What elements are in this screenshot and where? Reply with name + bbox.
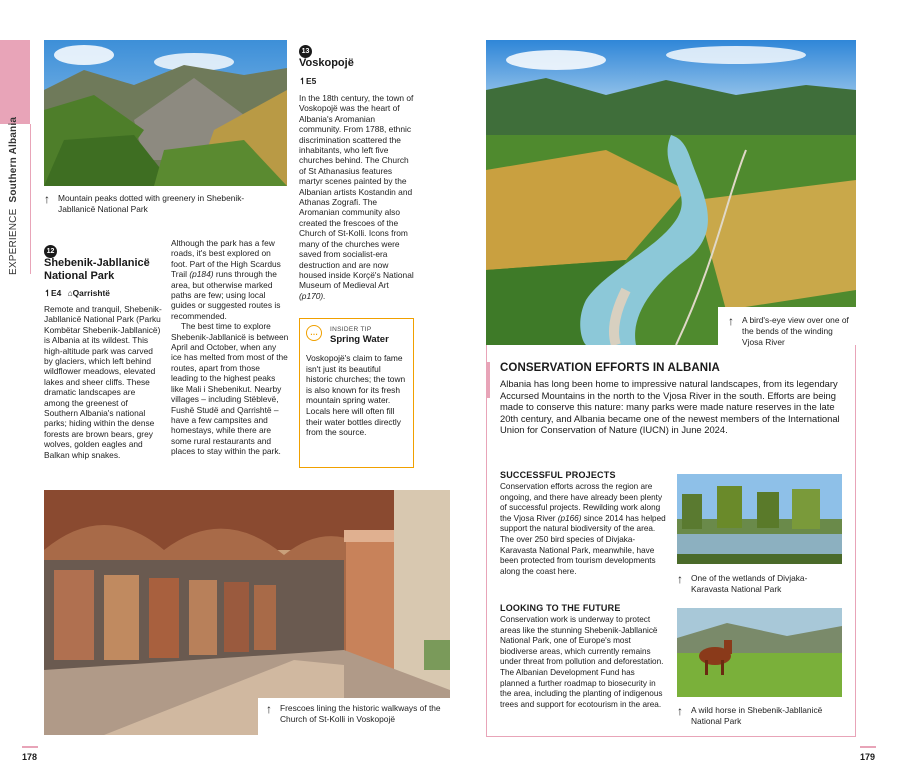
location-icon: ⌂ xyxy=(67,288,73,298)
horse-photo xyxy=(677,608,842,697)
page-ref: (p166) xyxy=(557,513,582,523)
voskopoje-body: In the 18th century, the town of Voskopojë was the heart of Albania's Aromanian community. From 1788, ethnic discrimination scattered the inhabitants, who left five churches behind. The Church of St Athanasius features martyr scenes painted by the Albanian artists Kostandin and Athanas Zografi. The Aromanian community also created the frescoes of the Church of St-Kolli. Icons from many of the churches were saved from socialist-era destruction and are now housed inside Korçë's National Museum of Medieval Art (p170). xyxy=(299,93,414,301)
tip-body: Voskopojë's claim to fame isn't just its beautiful historic churches; the town is also known for its fresh mountain spring water. Locals here will often fill their water bottles directly from the source. xyxy=(306,353,406,438)
shebenik-title: Shebenik-Jabllanicë National Park xyxy=(44,257,150,282)
voskopoje-number: 13 xyxy=(299,40,312,58)
shebenik-meta: ↿E4 ⌂Qarrishtë xyxy=(44,288,110,298)
insider-tip-box xyxy=(299,318,414,468)
arrow-up-icon: ↑ xyxy=(677,572,683,586)
chapter-label: EXPERIENCE xyxy=(8,208,19,275)
conservation-title: CONSERVATION EFFORTS IN ALBANIA xyxy=(500,362,720,374)
map-pin-icon: ↿ xyxy=(44,288,52,298)
page-number-rule-left xyxy=(22,746,38,748)
shebenik-col2: Although the park has a few roads, it's best explored on foot. Part of the High Scardus Trail (p184) runs through the area, but otherwise marked paths are few; using local guides or suggested routes is recommended. The best time to explore Shebenik-Jabllanicë is between April and October, when any ice has melted from most of the routes, apart from those leading to the highest peaks like Mali i Shebenikut. Nearby villages – including Stëblevë, Fushë Studë and Qarrishtë – have a few campsites and homestays, while there are some rural restaurants and places to stay within the park. xyxy=(171,238,289,457)
wetland-photo xyxy=(677,474,842,564)
future-body: Conservation work is underway to protect areas like the stunning Shebenik-Jabllanicë National Park, one of Europe's most biodiverse areas, which currently remains under threat from pollution and deforestation. The Albanian Development Fund has planned a further roadmap to biosecurity in the area, including the planting of indigenous trees and support for ecotourism in the area. xyxy=(500,615,664,709)
arrow-up-icon: ↑ xyxy=(266,702,272,716)
wetland-caption: ↑ One of the wetlands of Divjaka-Karavasta National Park xyxy=(677,572,808,594)
tip-kicker: INSIDER TIP xyxy=(330,326,372,333)
section-divider xyxy=(30,124,31,274)
shebenik-number: 12 xyxy=(44,240,57,258)
successful-projects-body: Conservation efforts across the region are ongoing, and there have already been plenty of successful projects. Rewilding work along the Vjosa River (p166) since 2014 has helped support the natural biodiversity of the area. The over 250 bird species of Divjaka-Karavasta National Park, meanwhile, have been protected from tourism developments along the coast here. xyxy=(500,482,666,576)
arrow-up-icon: ↑ xyxy=(44,192,50,206)
page-ref: (p170). xyxy=(299,290,326,301)
mountain-caption: ↑ Mountain peaks dotted with greenery in Shebenik-Jabllanicë National Park xyxy=(44,192,245,214)
page-ref: (p184) xyxy=(189,269,214,280)
speech-bubble-icon: … xyxy=(306,325,322,341)
section-label xyxy=(8,65,19,275)
mountain-photo xyxy=(44,40,287,186)
page-number-left: 178 xyxy=(22,752,38,762)
future-title: LOOKING TO THE FUTURE xyxy=(500,603,621,613)
region-label: Southern Albania xyxy=(8,116,19,203)
shebenik-col1: Remote and tranquil, Shebenik-Jabllanicë National Park (Parku Kombëtar Shebenik-Jabllanicë) is Albania at its wildest. This high-altitude park was carved by glaciers, which left behind wildflower meadows, elevated lakes and sheer cliffs. These dramatic landscapes are among the greenest of Southern Albania's national parks; hiding within the dense forests are brown bears, grey wolves, golden eagles and Balkan whip snakes. xyxy=(44,304,162,460)
arrow-up-icon: ↑ xyxy=(677,704,683,718)
conservation-accent-bar xyxy=(486,362,490,398)
river-caption: ↑ A bird's-eye view over one of the bends of the winding Vjosa River xyxy=(718,307,856,345)
conservation-intro: Albania has long been home to impressive natural landscapes, from its legendary Accursed Mountains in the north to the Vjosa River in the south. Efforts are being made to conserve this nature: many parks were made nature reserves in the late 20th century, and Albania became one of the newest members of the International Union for Conservation of Nature (IUCN) in June 2024. xyxy=(500,378,840,436)
page-number-rule-right xyxy=(860,746,876,748)
tip-title: Spring Water xyxy=(330,334,389,345)
river-photo xyxy=(486,40,856,345)
page-number-right: 179 xyxy=(860,752,876,762)
horse-caption: ↑ A wild horse in Shebenik-Jabllanicë National Park xyxy=(677,704,823,726)
arrow-up-icon: ↑ xyxy=(728,314,734,328)
frescoes-caption: ↑ Frescoes lining the historic walkways of the Church of St-Kolli in Voskopojë xyxy=(258,698,450,738)
successful-projects-title: SUCCESSFUL PROJECTS xyxy=(500,470,616,480)
voskopoje-title: Voskopojë xyxy=(299,57,354,69)
map-pin-icon: ↿ xyxy=(299,76,307,86)
voskopoje-meta: ↿E5 xyxy=(299,76,317,86)
